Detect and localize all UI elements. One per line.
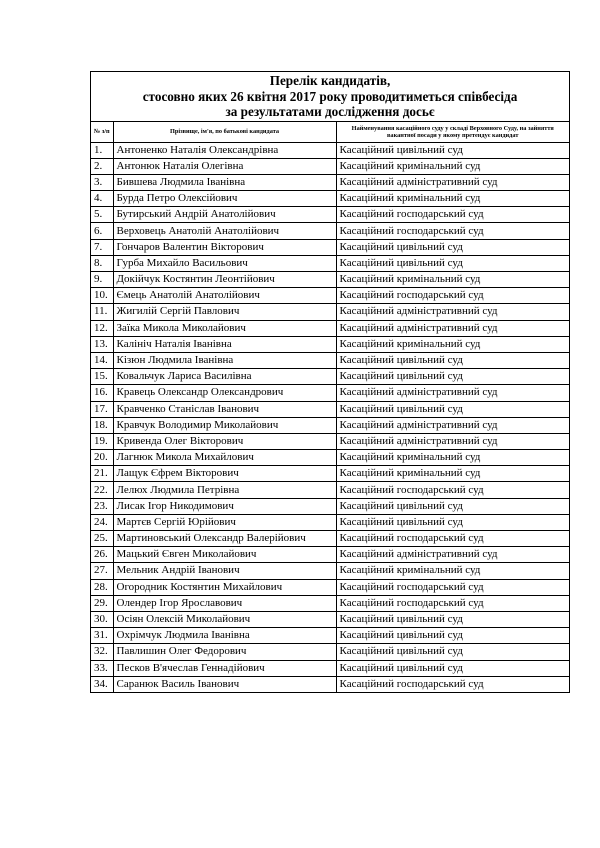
row-number: 33.: [91, 660, 113, 676]
candidate-name: Гурба Михайло Васильович: [113, 255, 336, 271]
row-number: 8.: [91, 255, 113, 271]
row-number: 29.: [91, 595, 113, 611]
table-row: [91, 433, 569, 449]
candidate-name: Бутирський Андрій Анатолійович: [113, 207, 336, 223]
court-name: Касаційний цивільний суд: [336, 611, 569, 627]
candidate-name: Мацький Євген Миколайович: [113, 547, 336, 563]
candidate-name: Мартиновський Олександр Валерійович: [113, 531, 336, 547]
table-header-row: [91, 122, 569, 142]
court-name: Касаційний кримінальний суд: [336, 563, 569, 579]
table-row: [91, 498, 569, 514]
row-number: 16.: [91, 385, 113, 401]
court-name: Касаційний господарський суд: [336, 531, 569, 547]
court-name: Касаційний адміністративний суд: [336, 433, 569, 449]
court-name: Касаційний цивільний суд: [336, 628, 569, 644]
candidate-name: Кравчук Володимир Миколайович: [113, 417, 336, 433]
row-number: 21.: [91, 466, 113, 482]
row-number: 31.: [91, 628, 113, 644]
court-name: Касаційний господарський суд: [336, 579, 569, 595]
court-name: Касаційний господарський суд: [336, 676, 569, 692]
table-row: [91, 401, 569, 417]
table-row: [91, 255, 569, 271]
table-row: [91, 336, 569, 352]
row-number: 10.: [91, 288, 113, 304]
document-title: [91, 72, 569, 122]
court-name: Касаційний адміністративний суд: [336, 174, 569, 190]
table-row: [91, 385, 569, 401]
court-name: Касаційний цивільний суд: [336, 142, 569, 158]
court-name: Касаційний кримінальний суд: [336, 191, 569, 207]
court-name: Касаційний цивільний суд: [336, 401, 569, 417]
table-row: [91, 547, 569, 563]
court-name: Касаційний цивільний суд: [336, 498, 569, 514]
table-row: [91, 450, 569, 466]
table-row: [91, 369, 569, 385]
court-name: Касаційний цивільний суд: [336, 660, 569, 676]
table-row: [91, 352, 569, 368]
candidate-name: Кравець Олександр Олександрович: [113, 385, 336, 401]
row-number: 2.: [91, 158, 113, 174]
candidate-name: Кривенда Олег Вікторович: [113, 433, 336, 449]
candidate-name: Саранюк Василь Іванович: [113, 676, 336, 692]
court-name: Касаційний кримінальний суд: [336, 336, 569, 352]
court-name: Касаційний кримінальний суд: [336, 158, 569, 174]
row-number: 11.: [91, 304, 113, 320]
court-name: Касаційний цивільний суд: [336, 255, 569, 271]
candidate-name: Осіян Олексій Миколайович: [113, 611, 336, 627]
row-number: 17.: [91, 401, 113, 417]
candidates-document: [90, 71, 570, 693]
row-number: 14.: [91, 352, 113, 368]
row-number: 20.: [91, 450, 113, 466]
court-name: Касаційний господарський суд: [336, 288, 569, 304]
table-row: [91, 466, 569, 482]
court-name: Касаційний адміністративний суд: [336, 547, 569, 563]
court-name: Касаційний адміністративний суд: [336, 417, 569, 433]
candidate-name: Ємець Анатолій Анатолійович: [113, 288, 336, 304]
row-number: 18.: [91, 417, 113, 433]
table-row: [91, 239, 569, 255]
table-row: [91, 644, 569, 660]
court-name: Касаційний кримінальний суд: [336, 466, 569, 482]
title-line-2: стосовно яких 26 квітня 2017 року проводитиметься співбесіда: [142, 88, 518, 104]
candidate-name: Огородник Костянтин Михайлович: [113, 579, 336, 595]
table-row: [91, 482, 569, 498]
table-row: [91, 207, 569, 223]
table-row: [91, 272, 569, 288]
candidate-name: Мельник Андрій Іванович: [113, 563, 336, 579]
candidate-name: Ковальчук Лариса Василівна: [113, 369, 336, 385]
row-number: 19.: [91, 433, 113, 449]
table-body: [91, 142, 569, 692]
table-row: [91, 595, 569, 611]
table-row: [91, 417, 569, 433]
candidate-name: Антоненко Наталія Олександрівна: [113, 142, 336, 158]
court-name: Касаційний цивільний суд: [336, 644, 569, 660]
candidate-name: Лисак Ігор Никодимович: [113, 498, 336, 514]
table-row: [91, 320, 569, 336]
row-number: 24.: [91, 514, 113, 530]
candidate-name: Кізюн Людмила Іванівна: [113, 352, 336, 368]
row-number: 12.: [91, 320, 113, 336]
candidate-name: Лащук Єфрем Вікторович: [113, 466, 336, 482]
court-name: Касаційний цивільний суд: [336, 352, 569, 368]
row-number: 25.: [91, 531, 113, 547]
court-name: Касаційний господарський суд: [336, 207, 569, 223]
court-name: Касаційний господарський суд: [336, 223, 569, 239]
title-line-1: Перелік кандидатів,: [269, 73, 391, 88]
table-row: [91, 563, 569, 579]
row-number: 34.: [91, 676, 113, 692]
candidates-table: [91, 122, 569, 692]
row-number: 9.: [91, 272, 113, 288]
header-court: Найменування касаційного суду у складі Верховного Суду, на зайняття вакантної посади у якому претендує кандидат: [336, 122, 569, 142]
candidate-name: Кравченко Станіслав Іванович: [113, 401, 336, 417]
candidate-name: Олендер Ігор Ярославович: [113, 595, 336, 611]
candidate-name: Антонюк Наталія Олегівна: [113, 158, 336, 174]
row-number: 6.: [91, 223, 113, 239]
table-row: [91, 628, 569, 644]
row-number: 3.: [91, 174, 113, 190]
table-row: [91, 142, 569, 158]
candidate-name: Мартєв Сергій Юрійович: [113, 514, 336, 530]
table-row: [91, 660, 569, 676]
court-name: Касаційний кримінальний суд: [336, 272, 569, 288]
court-name: Касаційний цивільний суд: [336, 514, 569, 530]
row-number: 26.: [91, 547, 113, 563]
table-row: [91, 174, 569, 190]
row-number: 22.: [91, 482, 113, 498]
candidate-name: Гончаров Валентин Вікторович: [113, 239, 336, 255]
row-number: 4.: [91, 191, 113, 207]
row-number: 1.: [91, 142, 113, 158]
row-number: 28.: [91, 579, 113, 595]
table-row: [91, 611, 569, 627]
candidate-name: Докійчук Костянтин Леонтійович: [113, 272, 336, 288]
table-row: [91, 191, 569, 207]
court-name: Касаційний кримінальний суд: [336, 450, 569, 466]
candidate-name: Павлишин Олег Федорович: [113, 644, 336, 660]
court-name: Касаційний господарський суд: [336, 482, 569, 498]
row-number: 15.: [91, 369, 113, 385]
table-row: [91, 223, 569, 239]
candidate-name: Заїка Микола Миколайович: [113, 320, 336, 336]
court-name: Касаційний адміністративний суд: [336, 320, 569, 336]
table-row: [91, 288, 569, 304]
table-row: [91, 514, 569, 530]
candidate-name: Песков В'ячеслав Геннадійович: [113, 660, 336, 676]
court-name: Касаційний адміністративний суд: [336, 304, 569, 320]
row-number: 5.: [91, 207, 113, 223]
row-number: 23.: [91, 498, 113, 514]
candidate-name: Жигилій Сергій Павлович: [113, 304, 336, 320]
candidate-name: Лагнюк Микола Михайлович: [113, 450, 336, 466]
table-row: [91, 158, 569, 174]
row-number: 30.: [91, 611, 113, 627]
row-number: 13.: [91, 336, 113, 352]
candidate-name: Бурда Петро Олексійович: [113, 191, 336, 207]
court-name: Касаційний цивільний суд: [336, 239, 569, 255]
table-row: [91, 304, 569, 320]
table-row: [91, 579, 569, 595]
table-row: [91, 676, 569, 692]
table-row: [91, 531, 569, 547]
candidate-name: Охрімчук Людмила Іванівна: [113, 628, 336, 644]
candidate-name: Бившева Людмила Іванівна: [113, 174, 336, 190]
header-name: Прізвище, ім'я, по батькові кандидата: [113, 122, 336, 142]
header-number: № з/п: [91, 122, 113, 142]
court-name: Касаційний цивільний суд: [336, 369, 569, 385]
row-number: 7.: [91, 239, 113, 255]
court-name: Касаційний господарський суд: [336, 595, 569, 611]
candidate-name: Калініч Наталія Іванівна: [113, 336, 336, 352]
court-name: Касаційний адміністративний суд: [336, 385, 569, 401]
title-line-3: за результатами дослідження досьє: [225, 104, 435, 119]
row-number: 32.: [91, 644, 113, 660]
candidate-name: Лелюх Людмила Петрівна: [113, 482, 336, 498]
row-number: 27.: [91, 563, 113, 579]
candidate-name: Верховець Анатолій Анатолійович: [113, 223, 336, 239]
